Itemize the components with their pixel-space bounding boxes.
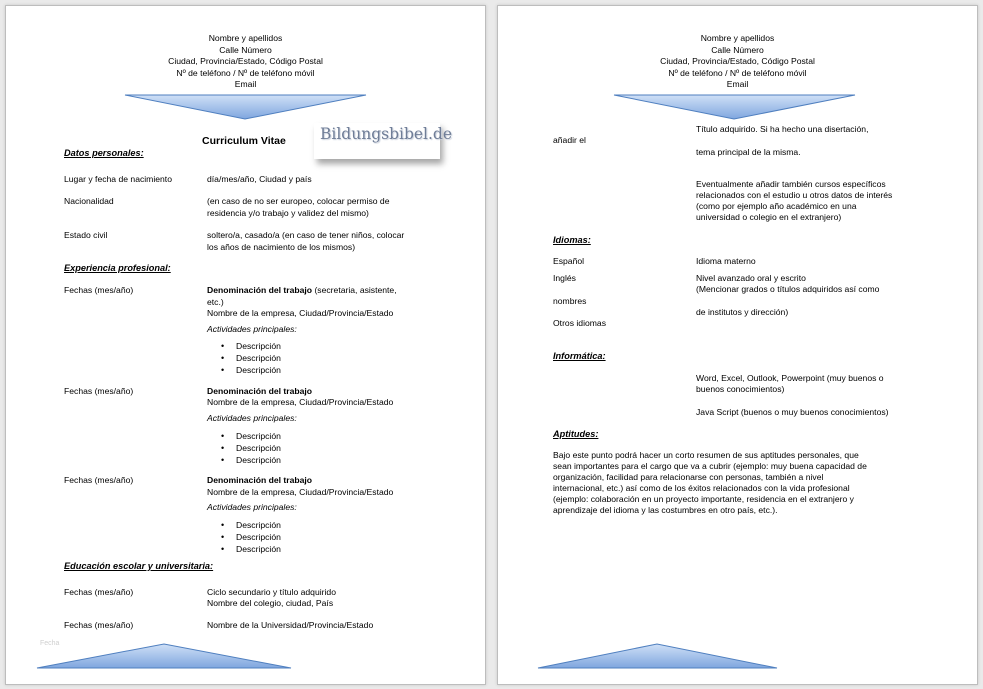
cursos-line-1: Eventualmente añadir también cursos específicos bbox=[696, 179, 886, 189]
list-item: • Descripción bbox=[207, 531, 281, 543]
edu-2-date: Fechas (mes/año) bbox=[64, 620, 134, 630]
job-2-date: Fechas (mes/año) bbox=[64, 386, 134, 396]
header-city: Ciudad, Provincia/Estado, Código Postal bbox=[168, 56, 323, 66]
label-estado-civil: Estado civil bbox=[64, 230, 108, 240]
section-aptitudes: Aptitudes: bbox=[553, 429, 599, 439]
aptitudes-line-6: aprendizaje del idioma y las costumbres en otro país, etc.). bbox=[553, 505, 778, 515]
job-1-title-cont: etc.) bbox=[207, 297, 224, 307]
brand-logo bbox=[314, 123, 453, 159]
list-item: • Descripción bbox=[207, 352, 281, 364]
list-item: • Descripción bbox=[207, 430, 281, 442]
header-phone: Nº de teléfono / Nº de teléfono móvil bbox=[668, 67, 807, 78]
header-arrow-shape-2 bbox=[613, 94, 856, 120]
aptitudes-line-3: organización, facilidad para relacionarse con personas, también a nivel bbox=[553, 472, 824, 482]
it-line-2: buenos conocimientos) bbox=[696, 384, 785, 394]
section-datos-personales: Datos personales: bbox=[64, 148, 144, 158]
it-line-3: Java Script (buenos o muy buenos conocimientos) bbox=[696, 407, 889, 417]
contact-header bbox=[6, 33, 485, 91]
aptitudes-line-5: (ejemplo: colaboración en un proyecto importante, residencia en el extranjero y bbox=[553, 494, 854, 504]
job-1-company: Nombre de la empresa, Ciudad/Provincia/Estado bbox=[207, 308, 394, 318]
value-estado-civil-2: los años de nacimiento de los mismos) bbox=[207, 242, 356, 252]
lang-ingles-level-3: de institutos y dirección) bbox=[696, 307, 789, 317]
list-item: • Descripción bbox=[207, 442, 281, 454]
job-1-title-extra: (secretaria, asistente, bbox=[312, 285, 397, 295]
job-3-date: Fechas (mes/año) bbox=[64, 475, 134, 485]
brand-text: Bildungsbibel.de bbox=[320, 125, 453, 143]
cv-title: Curriculum Vitae bbox=[202, 135, 286, 147]
section-informatica: Informática: bbox=[553, 351, 606, 361]
header-name: Nombre y apellidos bbox=[700, 33, 775, 43]
edu-1-line-1: Ciclo secundario y título adquirido bbox=[207, 587, 336, 597]
value-nacionalidad-1: (en caso de no ser europeo, colocar permiso de bbox=[207, 196, 390, 206]
job-3-title: Denominación del trabajo bbox=[207, 475, 313, 485]
job-2-company: Nombre de la empresa, Ciudad/Provincia/Estado bbox=[207, 397, 394, 407]
list-item: • Descripción bbox=[207, 454, 281, 466]
lang-espanol: Español bbox=[553, 256, 585, 266]
header-name: Nombre y apellidos bbox=[208, 33, 283, 43]
aptitudes-line-2: sean importantes para el cargo que va a cubrir (ejemplo: muy buena capacidad de bbox=[553, 461, 867, 471]
section-experiencia: Experiencia profesional: bbox=[64, 263, 171, 273]
aptitudes-line-1: Bajo este punto podrá hacer un corto resumen de sus aptitudes personales, que bbox=[553, 450, 859, 460]
cv-page-2 bbox=[497, 5, 978, 685]
cv-page-1 bbox=[5, 5, 486, 685]
cursos-line-2: relacionados con el estudio u otros datos de interés bbox=[696, 190, 893, 200]
titulo-line-2: tema principal de la misma. bbox=[696, 147, 801, 157]
job-1-title: Denominación del trabajo bbox=[207, 285, 313, 295]
lang-ingles-level-1: Nivel avanzado oral y escrito bbox=[696, 273, 806, 283]
header-phone: Nº de teléfono / Nº de teléfono móvil bbox=[176, 67, 315, 78]
lang-espanol-level: Idioma materno bbox=[696, 256, 756, 266]
label-nacionalidad: Nacionalidad bbox=[64, 196, 114, 206]
cursos-line-3: (como por ejemplo año académico en una bbox=[696, 201, 857, 211]
job-2-title: Denominación del trabajo bbox=[207, 386, 313, 396]
contact-header-2 bbox=[498, 33, 977, 91]
footer-faint-text: Fecha bbox=[40, 640, 60, 647]
value-nacionalidad-2: residencia y/o trabajo y validez del mismo) bbox=[207, 208, 369, 218]
header-city: Ciudad, Provincia/Estado, Código Postal bbox=[660, 56, 815, 66]
lang-nombres: nombres bbox=[553, 296, 587, 306]
value-estado-civil-1: soltero/a, casado/a (en caso de tener niños, colocar bbox=[207, 230, 405, 240]
header-street: Calle Número bbox=[219, 44, 272, 55]
footer-arrow-shape bbox=[36, 643, 292, 669]
edu-1-line-2: Nombre del colegio, ciudad, País bbox=[207, 598, 334, 608]
job-1-list bbox=[207, 340, 281, 376]
label-nacimiento: Lugar y fecha de nacimiento bbox=[64, 174, 172, 184]
value-nacimiento: día/mes/año, Ciudad y país bbox=[207, 174, 312, 184]
section-idiomas: Idiomas: bbox=[553, 235, 591, 245]
list-item: • Descripción bbox=[207, 340, 281, 352]
job-1-activities: Actividades principales: bbox=[207, 324, 297, 334]
edu-2-line-1: Nombre de la Universidad/Provincia/Estado bbox=[207, 620, 374, 630]
header-arrow-shape bbox=[124, 94, 367, 120]
job-3-company: Nombre de la empresa, Ciudad/Provincia/Estado bbox=[207, 487, 394, 497]
header-street: Calle Número bbox=[711, 44, 764, 55]
job-3-list bbox=[207, 519, 281, 555]
edu-1-date: Fechas (mes/año) bbox=[64, 587, 134, 597]
header-email: Email bbox=[234, 79, 257, 89]
job-2-list bbox=[207, 430, 281, 466]
job-1-date: Fechas (mes/año) bbox=[64, 285, 134, 295]
lang-ingles-level-2: (Mencionar grados o títulos adquiridos así como bbox=[696, 284, 880, 294]
footer-arrow-shape-2 bbox=[537, 643, 778, 669]
list-item: • Descripción bbox=[207, 364, 281, 376]
list-item: • Descripción bbox=[207, 543, 281, 555]
cursos-line-4: universidad o colegio en el extranjero) bbox=[696, 212, 842, 222]
lang-ingles: Inglés bbox=[553, 273, 576, 283]
list-item: • Descripción bbox=[207, 519, 281, 531]
job-3-activities: Actividades principales: bbox=[207, 502, 297, 512]
job-1-title-line bbox=[207, 285, 397, 297]
anadir-text: añadir el bbox=[553, 135, 586, 145]
lang-otros: Otros idiomas bbox=[553, 318, 607, 328]
it-line-1: Word, Excel, Outlook, Powerpoint (muy buenos o bbox=[696, 373, 884, 383]
section-educacion: Educación escolar y universitaria: bbox=[64, 561, 214, 571]
aptitudes-line-4: internacional, etc.) así como de los éxitos relacionados con la vida profesional bbox=[553, 483, 850, 493]
header-email: Email bbox=[726, 79, 749, 89]
job-2-activities: Actividades principales: bbox=[207, 413, 297, 423]
titulo-line-1: Título adquirido. Si ha hecho una disertación, bbox=[696, 124, 869, 134]
